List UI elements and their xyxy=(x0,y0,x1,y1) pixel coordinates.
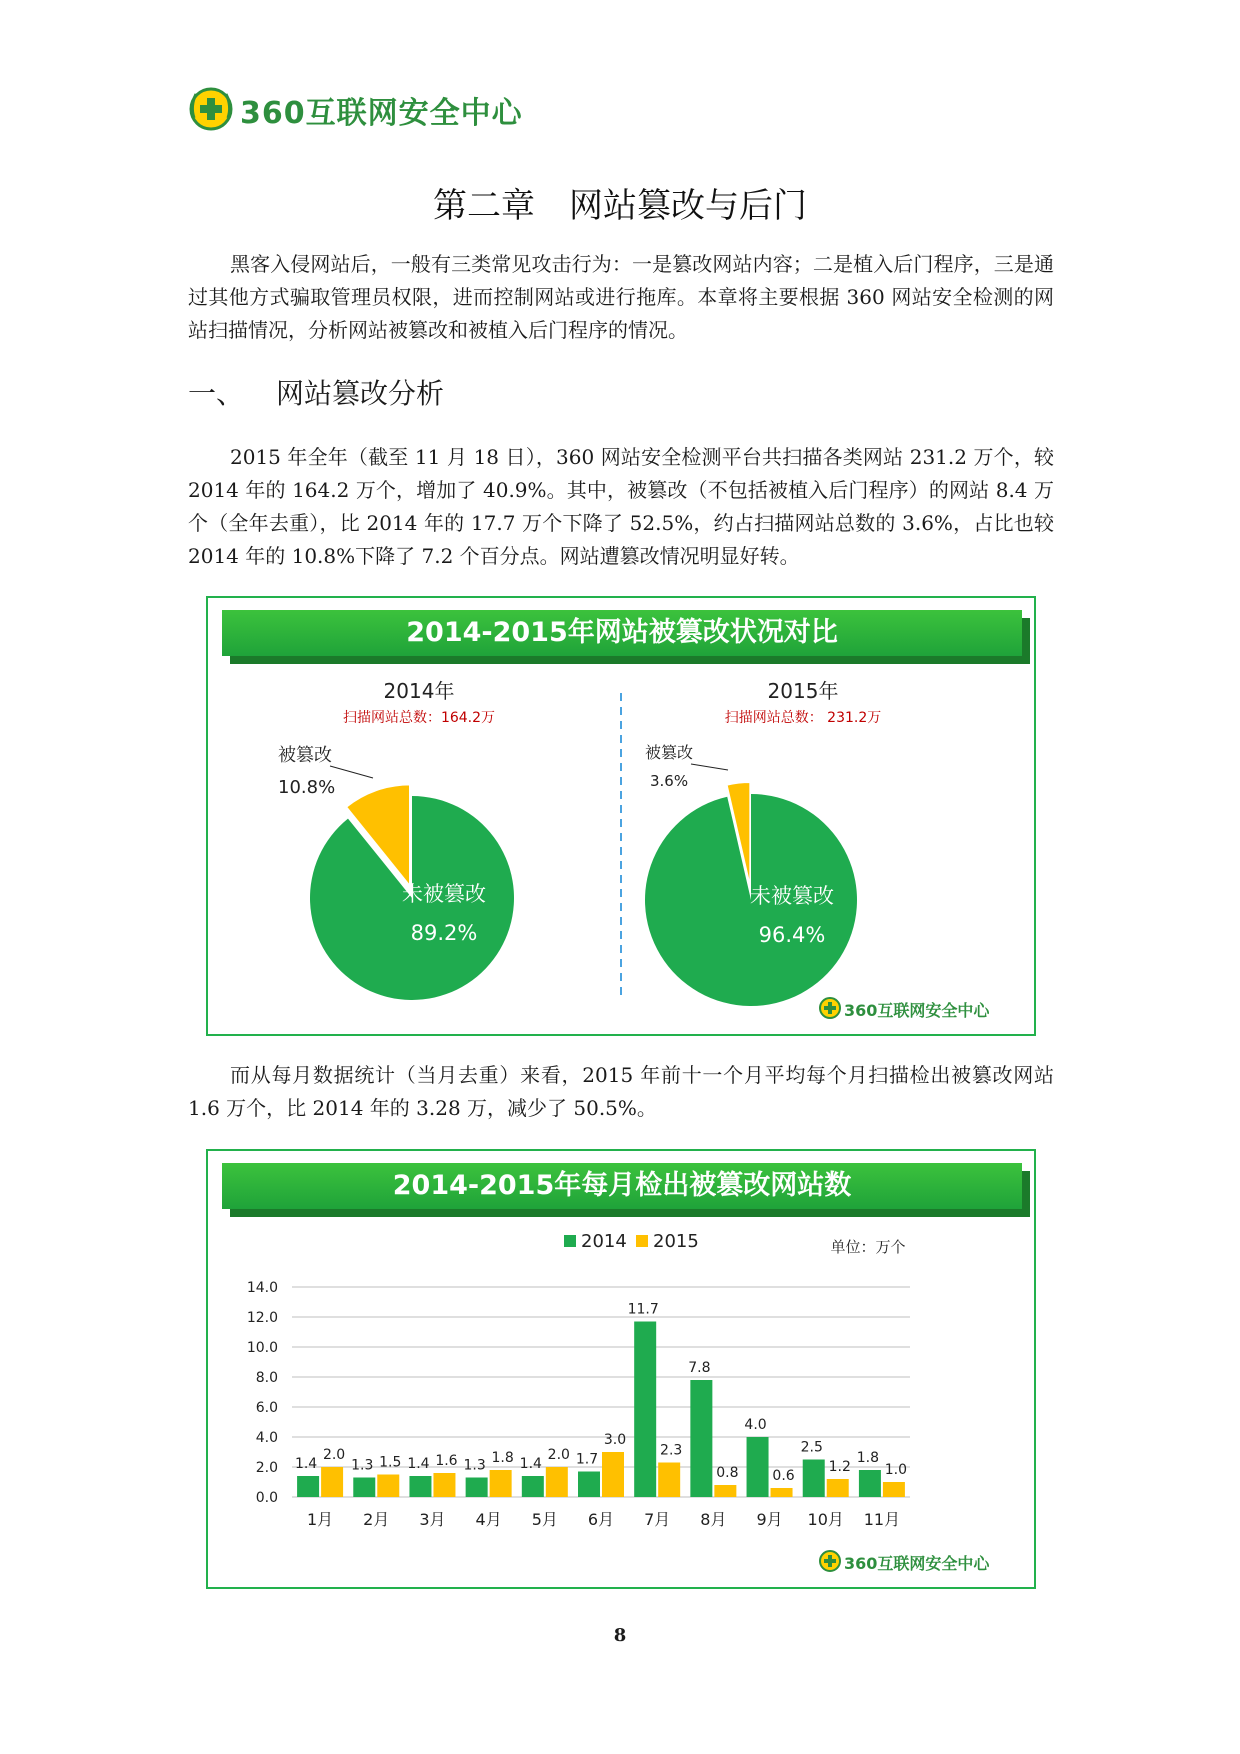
bar-2014-4 xyxy=(466,1478,488,1498)
x-tick-label: 9月 xyxy=(756,1510,783,1529)
pie-chart-canvas xyxy=(208,598,1034,1034)
pie-2015-year-label: 2015年 xyxy=(767,679,839,703)
data-label-2015-9: 0.6 xyxy=(772,1468,795,1484)
y-tick-label: 8.0 xyxy=(255,1370,278,1386)
data-label-2015-8: 0.8 xyxy=(716,1465,739,1481)
bar-chart-title: 2014-2015年每月检出被篡改网站数 xyxy=(222,1163,1022,1209)
data-label-2014-3: 1.4 xyxy=(407,1456,430,1472)
x-tick-label: 10月 xyxy=(807,1510,844,1529)
bar-2014-3 xyxy=(409,1476,431,1497)
x-tick-label: 6月 xyxy=(587,1510,615,1529)
bar-2015-2 xyxy=(377,1475,399,1498)
bar-2015-10 xyxy=(827,1479,849,1497)
pie-2015-slice-value-untampered: 96.4% xyxy=(758,923,826,947)
pie-2014-slice-value-tampered: 10.8% xyxy=(278,777,336,798)
data-label-2015-10: 1.2 xyxy=(828,1459,851,1475)
legend-swatch-2015 xyxy=(636,1235,648,1247)
bar-2015-3 xyxy=(433,1473,455,1497)
data-label-2014-1: 1.4 xyxy=(294,1456,318,1472)
data-label-2015-2: 1.5 xyxy=(379,1454,402,1471)
bar-2014-2 xyxy=(353,1478,375,1498)
bar-chart-canvas xyxy=(208,1151,1034,1587)
data-label-2015-5: 2.0 xyxy=(547,1447,570,1463)
data-label-2015-3: 1.6 xyxy=(435,1453,458,1469)
bar-chart-figure xyxy=(206,1149,1036,1589)
data-label-2014-7: 11.7 xyxy=(627,1301,659,1318)
data-label-2015-1: 2.0 xyxy=(322,1447,346,1463)
pie-2014-leader-line xyxy=(330,766,373,778)
y-tick-label: 2.0 xyxy=(255,1460,278,1476)
bar-2014-8 xyxy=(690,1380,712,1497)
pie-chart-figure xyxy=(206,596,1036,1036)
bar-2014-10 xyxy=(803,1460,825,1498)
y-tick-label: 14.0 xyxy=(246,1280,278,1296)
pie-2015-leader-line xyxy=(691,764,728,770)
pie-2015-total-label: 扫描网站总数： 231.2万 xyxy=(724,710,882,726)
bar-2015-9 xyxy=(771,1488,793,1497)
y-tick-label: 10.0 xyxy=(246,1340,278,1356)
x-tick-label: 7月 xyxy=(644,1510,671,1529)
x-tick-label: 4月 xyxy=(475,1510,502,1529)
body-paragraph: 2015 年全年（截至 11 月 18 日），360 网站安全检测平台共扫描各类网站 231.2 万个，较 2014 年的 164.2 万个，增加了 40.9%。其中，被篡改（不包括被植入后门程序）的网站 8.4 万个（全年去重），比 2014 年的 17.7 万个下降了 52.5%，约占扫描网站总数的 3.6%，占比也较 2014 年的 10.8%下降了 7.2 个百分点。网站遭篡改情况明显好转。 xyxy=(188,445,1054,568)
logo-emblem-icon xyxy=(186,84,236,134)
data-label-2014-10: 2.5 xyxy=(800,1439,823,1456)
legend-swatch-2014 xyxy=(564,1235,576,1247)
bar-2014-7 xyxy=(634,1322,656,1498)
pie-2014-slice-label-tampered: 被篡改 xyxy=(278,745,332,766)
footer-logo-emblem-icon xyxy=(818,1549,842,1573)
chapter-title: 第二章 网站篡改与后门 xyxy=(433,186,807,226)
page-number: 8 xyxy=(613,1625,627,1646)
bar-2015-5 xyxy=(546,1467,568,1497)
x-tick-label: 2月 xyxy=(363,1510,390,1529)
data-label-2014-8: 7.8 xyxy=(688,1360,711,1376)
legend-label-2014: 2014 xyxy=(581,1231,627,1252)
data-label-2015-6: 3.0 xyxy=(603,1432,627,1448)
data-label-2015-4: 1.8 xyxy=(491,1450,514,1466)
data-label-2014-2: 1.3 xyxy=(351,1457,374,1474)
pie-2014-total-label: 扫描网站总数：164.2万 xyxy=(342,710,496,726)
unit-label: 单位：万个 xyxy=(830,1238,906,1256)
pie-chart-title: 2014-2015年网站被篡改状况对比 xyxy=(222,610,1022,656)
x-tick-label: 5月 xyxy=(531,1510,558,1529)
bar-2015-4 xyxy=(490,1470,512,1497)
bar-2015-6 xyxy=(602,1452,624,1497)
data-label-2014-4: 1.3 xyxy=(463,1457,486,1474)
pie-2014-slice-label-untampered: 未被篡改 xyxy=(402,882,486,906)
data-label-2014-11: 1.8 xyxy=(856,1450,880,1466)
bar-2015-7 xyxy=(658,1463,680,1498)
pie-2015-slice-label-tampered: 被篡改 xyxy=(645,743,694,762)
bar-2014-11 xyxy=(859,1470,881,1497)
bar-footer-logo-text: 360互联网安全中心 xyxy=(844,1554,990,1573)
section-heading xyxy=(188,372,444,412)
data-label-2015-11: 1.0 xyxy=(884,1462,908,1478)
bar-2014-1 xyxy=(297,1476,319,1497)
bar-2014-6 xyxy=(578,1472,600,1498)
x-tick-label: 3月 xyxy=(419,1510,446,1529)
data-label-2014-6: 1.7 xyxy=(575,1451,599,1468)
intro-paragraph: 黑客入侵网站后，一般有三类常见攻击行为：一是篡改网站内容；二是植入后门程序，三是通过其他方式骗取管理员权限，进而控制网站或进行拖库。本章将主要根据 360 网站安全检测的网站扫描情况，分析网站被篡改和被植入后门程序的情况。 xyxy=(188,252,1054,342)
bar-2014-9 xyxy=(747,1437,769,1497)
data-label-2014-5: 1.4 xyxy=(519,1456,542,1472)
pie-2015-slice-value-tampered: 3.6% xyxy=(650,772,689,790)
data-label-2014-9: 4.0 xyxy=(744,1417,767,1433)
data-label-2015-7: 2.3 xyxy=(660,1442,683,1459)
x-tick-label: 1月 xyxy=(306,1510,334,1529)
pie-2014-year-label: 2014年 xyxy=(383,679,455,703)
pie-2014-slice-value-untampered: 89.2% xyxy=(410,921,478,945)
bar-2015-8 xyxy=(714,1485,736,1497)
footer-logo-emblem-icon xyxy=(818,996,842,1020)
bar-2014-5 xyxy=(522,1476,544,1497)
bar-2015-1 xyxy=(321,1467,343,1497)
y-tick-label: 6.0 xyxy=(255,1400,278,1416)
bar-marks xyxy=(295,1302,907,1530)
x-tick-label: 11月 xyxy=(863,1510,901,1529)
y-tick-label: 12.0 xyxy=(246,1310,278,1326)
pie-footer-logo-text: 360互联网安全中心 xyxy=(844,1001,990,1020)
y-tick-label: 0.0 xyxy=(255,1490,278,1506)
legend-label-2015: 2015 xyxy=(653,1231,699,1252)
body-paragraph-monthly: 而从每月数据统计（当月去重）来看，2015 年前十一个月平均每个月扫描检出被篡改网站 1.6 万个，比 2014 年的 3.28 万，减少了 50.5%。 xyxy=(188,1063,1054,1120)
y-tick-label: 4.0 xyxy=(255,1430,278,1446)
x-tick-label: 8月 xyxy=(700,1510,727,1529)
bar-2015-11 xyxy=(883,1482,905,1497)
header-logo-text: 360互联网安全中心 xyxy=(240,96,523,131)
section-number: 一、 xyxy=(188,377,245,410)
section-title: 网站篡改分析 xyxy=(276,377,445,410)
pie-2015-slice-label-untampered: 未被篡改 xyxy=(750,884,834,908)
